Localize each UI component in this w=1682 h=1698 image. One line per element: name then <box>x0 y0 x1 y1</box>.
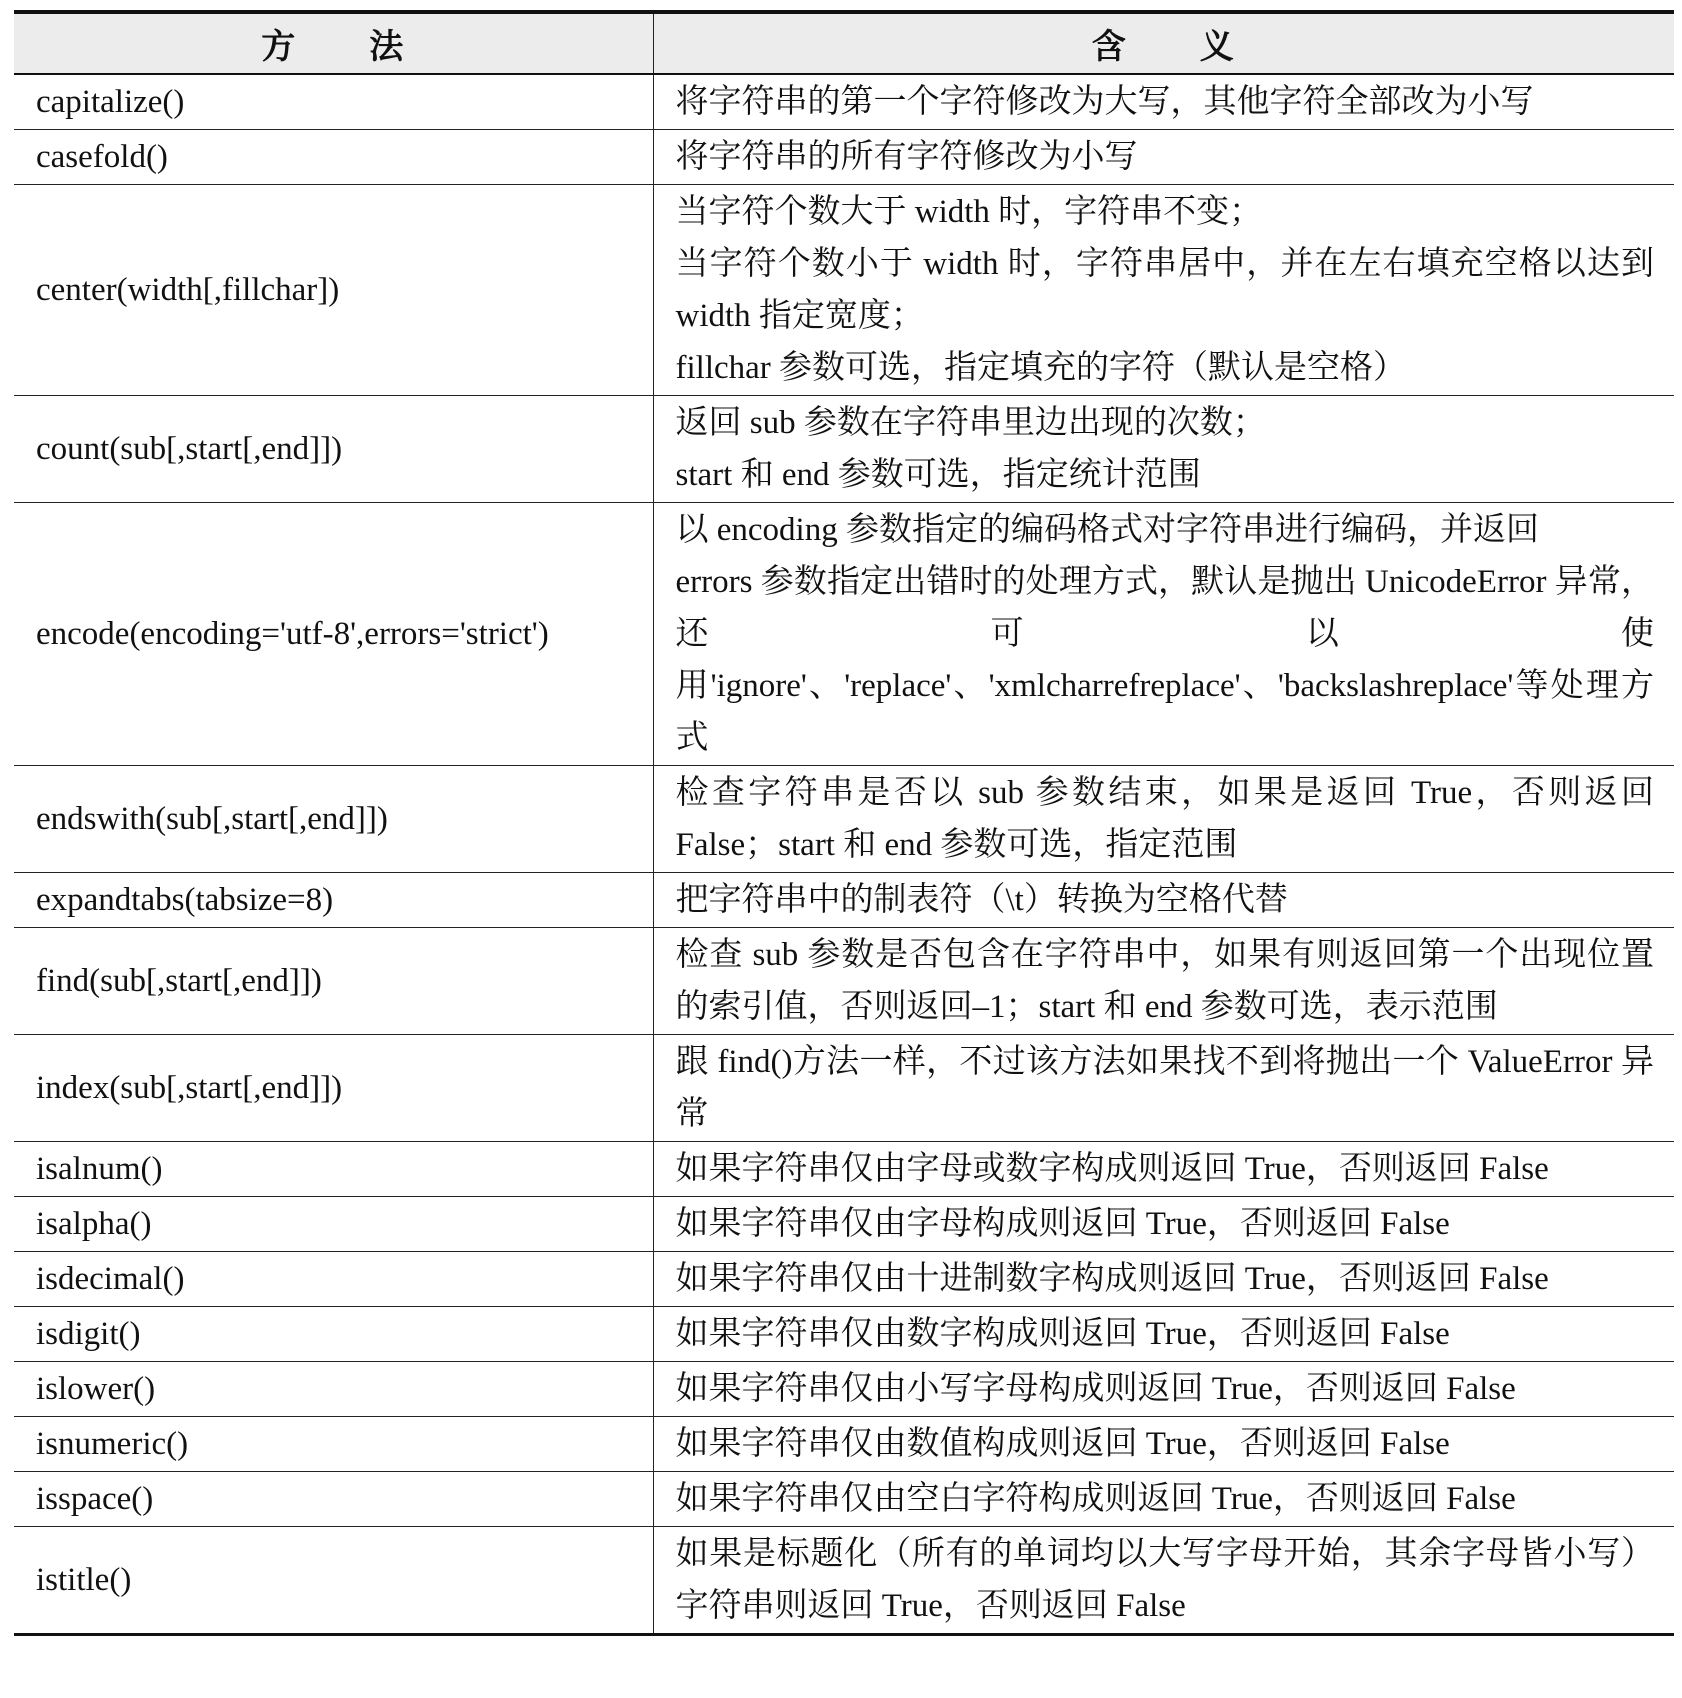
method-cell: isnumeric() <box>14 1417 653 1472</box>
meaning-line: 检查 sub 参数是否包含在字符串中，如果有则返回第一个出现位置的索引值，否则返回–1；start 和 end 参数可选，表示范围 <box>675 937 1654 1025</box>
meaning-line: 检查字符串是否以 sub 参数结束，如果是返回 True，否则返回 False；start 和 end 参数可选，指定范围 <box>675 775 1654 863</box>
method-cell: isalpha() <box>14 1197 653 1252</box>
method-cell: istitle() <box>14 1527 653 1635</box>
meaning-line: 把字符串中的制表符（\t）转换为空格代替 <box>675 882 1288 918</box>
string-methods-table <box>14 10 1674 1636</box>
table-row <box>14 1417 1674 1472</box>
method-cell: isspace() <box>14 1472 653 1527</box>
table-row <box>14 766 1674 873</box>
meaning-line: 将字符串的所有字符修改为小写 <box>675 139 1138 175</box>
method-cell: find(sub[,start[,end]]) <box>14 928 653 1035</box>
table-row <box>14 130 1674 185</box>
meaning-line: 以 encoding 参数指定的编码格式对字符串进行编码，并返回 <box>675 512 1539 548</box>
meaning-line: 如果字符串仅由数值构成则返回 True，否则返回 False <box>675 1426 1450 1462</box>
table-row <box>14 74 1674 130</box>
meaning-cell <box>653 1362 1674 1417</box>
meaning-cell <box>653 185 1674 396</box>
table-row <box>14 185 1674 396</box>
meaning-cell <box>653 873 1674 928</box>
table-row <box>14 503 1674 766</box>
meaning-cell <box>653 74 1674 130</box>
meaning-line: 如果是标题化（所有的单词均以大写字母开始，其余字母皆小写）字符串则返回 True，否则返回 False <box>675 1536 1654 1624</box>
meaning-cell <box>653 1142 1674 1197</box>
header-method: 方 法 <box>14 12 653 74</box>
method-cell: isalnum() <box>14 1142 653 1197</box>
meaning-line: fillchar 参数可选，指定填充的字符（默认是空格） <box>675 350 1407 386</box>
method-cell: index(sub[,start[,end]]) <box>14 1035 653 1142</box>
meaning-cell <box>653 396 1674 503</box>
meaning-line: 如果字符串仅由小写字母构成则返回 True，否则返回 False <box>675 1371 1516 1407</box>
method-cell: endswith(sub[,start[,end]]) <box>14 766 653 873</box>
method-cell: expandtabs(tabsize=8) <box>14 873 653 928</box>
meaning-line: start 和 end 参数可选，指定统计范围 <box>675 457 1201 493</box>
meaning-cell <box>653 928 1674 1035</box>
string-methods-table-container <box>14 10 1674 1636</box>
meaning-cell <box>653 1417 1674 1472</box>
method-cell: islower() <box>14 1362 653 1417</box>
meaning-cell <box>653 1307 1674 1362</box>
method-cell: encode(encoding='utf-8',errors='strict') <box>14 503 653 766</box>
method-cell: isdigit() <box>14 1307 653 1362</box>
table-row <box>14 928 1674 1035</box>
meaning-line: 当字符个数小于 width 时，字符串居中，并在左右填充空格以达到 width 指定宽度； <box>675 246 1654 334</box>
method-cell: casefold() <box>14 130 653 185</box>
table-body <box>14 74 1674 1635</box>
meaning-line: 如果字符串仅由十进制数字构成则返回 True，否则返回 False <box>675 1261 1549 1297</box>
meaning-cell <box>653 1252 1674 1307</box>
meaning-cell <box>653 1035 1674 1142</box>
table-row <box>14 1035 1674 1142</box>
table-row <box>14 1197 1674 1252</box>
meaning-line: 将字符串的第一个字符修改为大写，其他字符全部改为小写 <box>675 84 1534 120</box>
table-row <box>14 873 1674 928</box>
method-cell: center(width[,fillchar]) <box>14 185 653 396</box>
method-cell: count(sub[,start[,end]]) <box>14 396 653 503</box>
meaning-cell <box>653 766 1674 873</box>
table-row <box>14 1472 1674 1527</box>
header-meaning: 含 义 <box>653 12 1674 74</box>
meaning-cell <box>653 1197 1674 1252</box>
meaning-cell <box>653 130 1674 185</box>
meaning-cell <box>653 1472 1674 1527</box>
meaning-line: 如果字符串仅由字母或数字构成则返回 True，否则返回 False <box>675 1151 1549 1187</box>
method-cell: isdecimal() <box>14 1252 653 1307</box>
meaning-line: 如果字符串仅由字母构成则返回 True，否则返回 False <box>675 1206 1450 1242</box>
table-row <box>14 1527 1674 1635</box>
meaning-line: 如果字符串仅由空白字符构成则返回 True，否则返回 False <box>675 1481 1516 1517</box>
header-row <box>14 12 1674 74</box>
meaning-line: 当字符个数大于 width 时，字符串不变； <box>675 194 1263 230</box>
method-cell: capitalize() <box>14 74 653 130</box>
table-row <box>14 396 1674 503</box>
table-row <box>14 1252 1674 1307</box>
table-row <box>14 1307 1674 1362</box>
table-row <box>14 1362 1674 1417</box>
meaning-line: 返回 sub 参数在字符串里边出现的次数； <box>675 405 1266 441</box>
meaning-line: 如果字符串仅由数字构成则返回 True，否则返回 False <box>675 1316 1450 1352</box>
meaning-cell <box>653 1527 1674 1635</box>
meaning-line: 跟 find()方法一样，不过该方法如果找不到将抛出一个 ValueError 异常 <box>675 1044 1654 1132</box>
meaning-cell <box>653 503 1674 766</box>
meaning-line: errors 参数指定出错时的处理方式，默认是抛出 UnicodeError 异常，还可以使用'ignore'、'replace'、'xmlcharrefreplace'、'backslashreplace'等处理方式 <box>675 564 1654 756</box>
table-row <box>14 1142 1674 1197</box>
